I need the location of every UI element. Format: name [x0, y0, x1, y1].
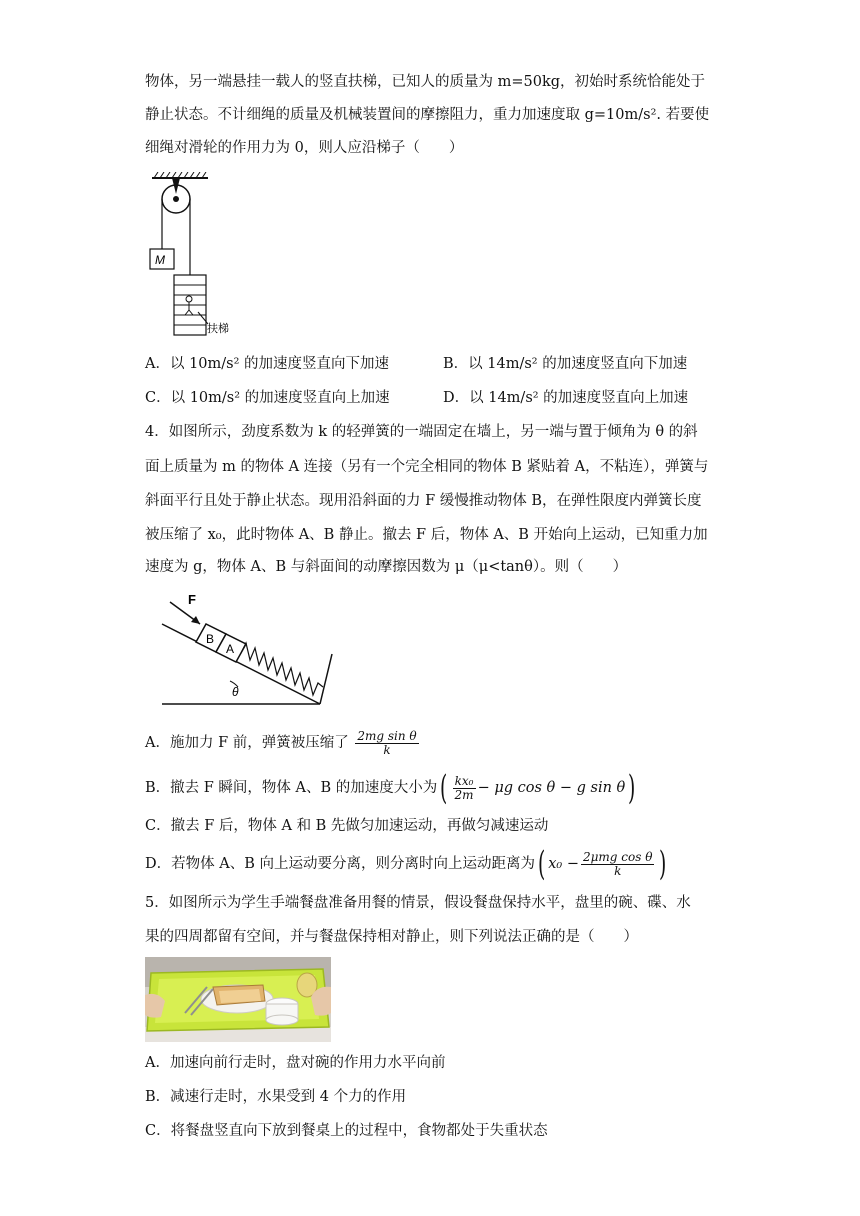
q4-option-b-denominator: 2m: [454, 787, 474, 802]
q3-option-b: B．以 14m/s² 的加速度竖直向下加速: [443, 356, 688, 372]
q4-option-a-text: A．施加力 F 前，弹簧被压缩了: [145, 735, 349, 751]
q5-text-line-1: 5．如图所示为学生手端餐盘准备用餐的情景，假设餐盘保持水平，盘里的碗、碟、水: [145, 895, 691, 911]
q4-option-d-numerator: 2μmg cos θ: [582, 849, 653, 864]
q4-option-a: [145, 728, 421, 758]
pulley-ladder-figure: [140, 172, 250, 340]
q4-text-line-1: 4．如图所示，劲度系数为 k 的轻弹簧的一端固定在墙上，另一端与置于倾角为 θ 的斜: [145, 424, 698, 440]
q4-option-c: C．撤去 F 后，物体 A 和 B 先做匀加速运动，再做匀减速运动: [145, 818, 549, 834]
q3-text-line-1: 物体，另一端悬挂一载人的竖直扶梯，已知人的质量为 m=50kg，初始时系统恰能处于: [145, 74, 706, 90]
force-label: F: [188, 592, 196, 607]
q3-text-line-3: 细绳对滑轮的作用力为 0，则人应沿梯子（ ）: [145, 140, 464, 156]
q3-option-d: D．以 14m/s² 的加速度竖直向上加速: [443, 390, 689, 406]
mass-label: M: [155, 253, 165, 267]
q3-option-c: C．以 10m/s² 的加速度竖直向上加速: [145, 390, 390, 406]
q5-option-a: A．加速向前行走时，盘对碗的作用力水平向前: [145, 1055, 446, 1071]
q4-option-b-text: B．撤去 F 瞬间，物体 A、B 的加速度大小为: [145, 780, 438, 796]
q4-option-a-denominator: k: [383, 742, 391, 757]
q4-option-d-head: x₀ −: [548, 856, 579, 872]
q4-option-b-tail: − μg cos θ − g sin θ: [477, 780, 626, 796]
angle-label: θ: [232, 685, 239, 699]
q4-option-d-denominator: k: [614, 863, 622, 878]
q4-option-d: D．若物体 A、B 向上运动要分离，则分离时向上运动距离为( x₀ − $\frac{\text{2μmg cos θ}}{k}$ ): [145, 844, 667, 884]
ladder-label: 扶梯: [207, 323, 229, 335]
incline-spring-figure: [160, 592, 340, 710]
q4-option-a-numerator: 2mg sin θ: [357, 728, 417, 743]
q4-option-d-text: D．若物体 A、B 向上运动要分离，则分离时向上运动距离为: [145, 856, 535, 872]
q5-text-line-2: 果的四周都留有空间，并与餐盘保持相对静止，则下列说法正确的是（ ）: [145, 929, 638, 945]
block-b-label: B: [206, 632, 215, 646]
q4-text-line-4: 被压缩了 x₀，此时物体 A、B 静止。撤去 F 后，物体 A、B 开始向上运动，已知重力加: [145, 527, 708, 543]
q3-option-a: A．以 10m/s² 的加速度竖直向下加速: [145, 356, 390, 372]
q4-option-b-fraction: [453, 775, 476, 802]
q4-option-a-fraction: [355, 730, 418, 757]
q4-option-b-numerator: kx₀: [453, 775, 476, 789]
q4-text-line-2: 面上质量为 m 的物体 A 连接（另有一个完全相同的物体 B 紧贴着 A，不粘连），弹簧与: [145, 459, 709, 475]
q4-option-b: B．撤去 F 瞬间，物体 A、B 的加速度大小为( $\frac{\text{kx₀}}{2m}$ − μg cos θ − g sin θ): [145, 768, 636, 808]
q4-text-line-5: 速度为 g，物体 A、B 与斜面间的动摩擦因数为 μ（μ<tanθ）。则（ ）: [145, 559, 628, 575]
q5-option-c: C．将餐盘竖直向下放到餐桌上的过程中，食物都处于失重状态: [145, 1123, 548, 1139]
q4-text-line-3: 斜面平行且处于静止状态。现用沿斜面的力 F 缓慢推动物体 B，在弹性限度内弹簧长度: [145, 493, 702, 509]
block-a-label: A: [226, 642, 235, 656]
q4-option-d-fraction: [581, 851, 654, 878]
q3-text-line-2: 静止状态。不计细绳的质量及机械装置间的摩擦阻力，重力加速度取 g=10m/s². 若要使: [145, 107, 710, 123]
q5-option-b: B．减速行走时，水果受到 4 个力的作用: [145, 1089, 407, 1105]
meal-tray-photo: [145, 957, 331, 1042]
